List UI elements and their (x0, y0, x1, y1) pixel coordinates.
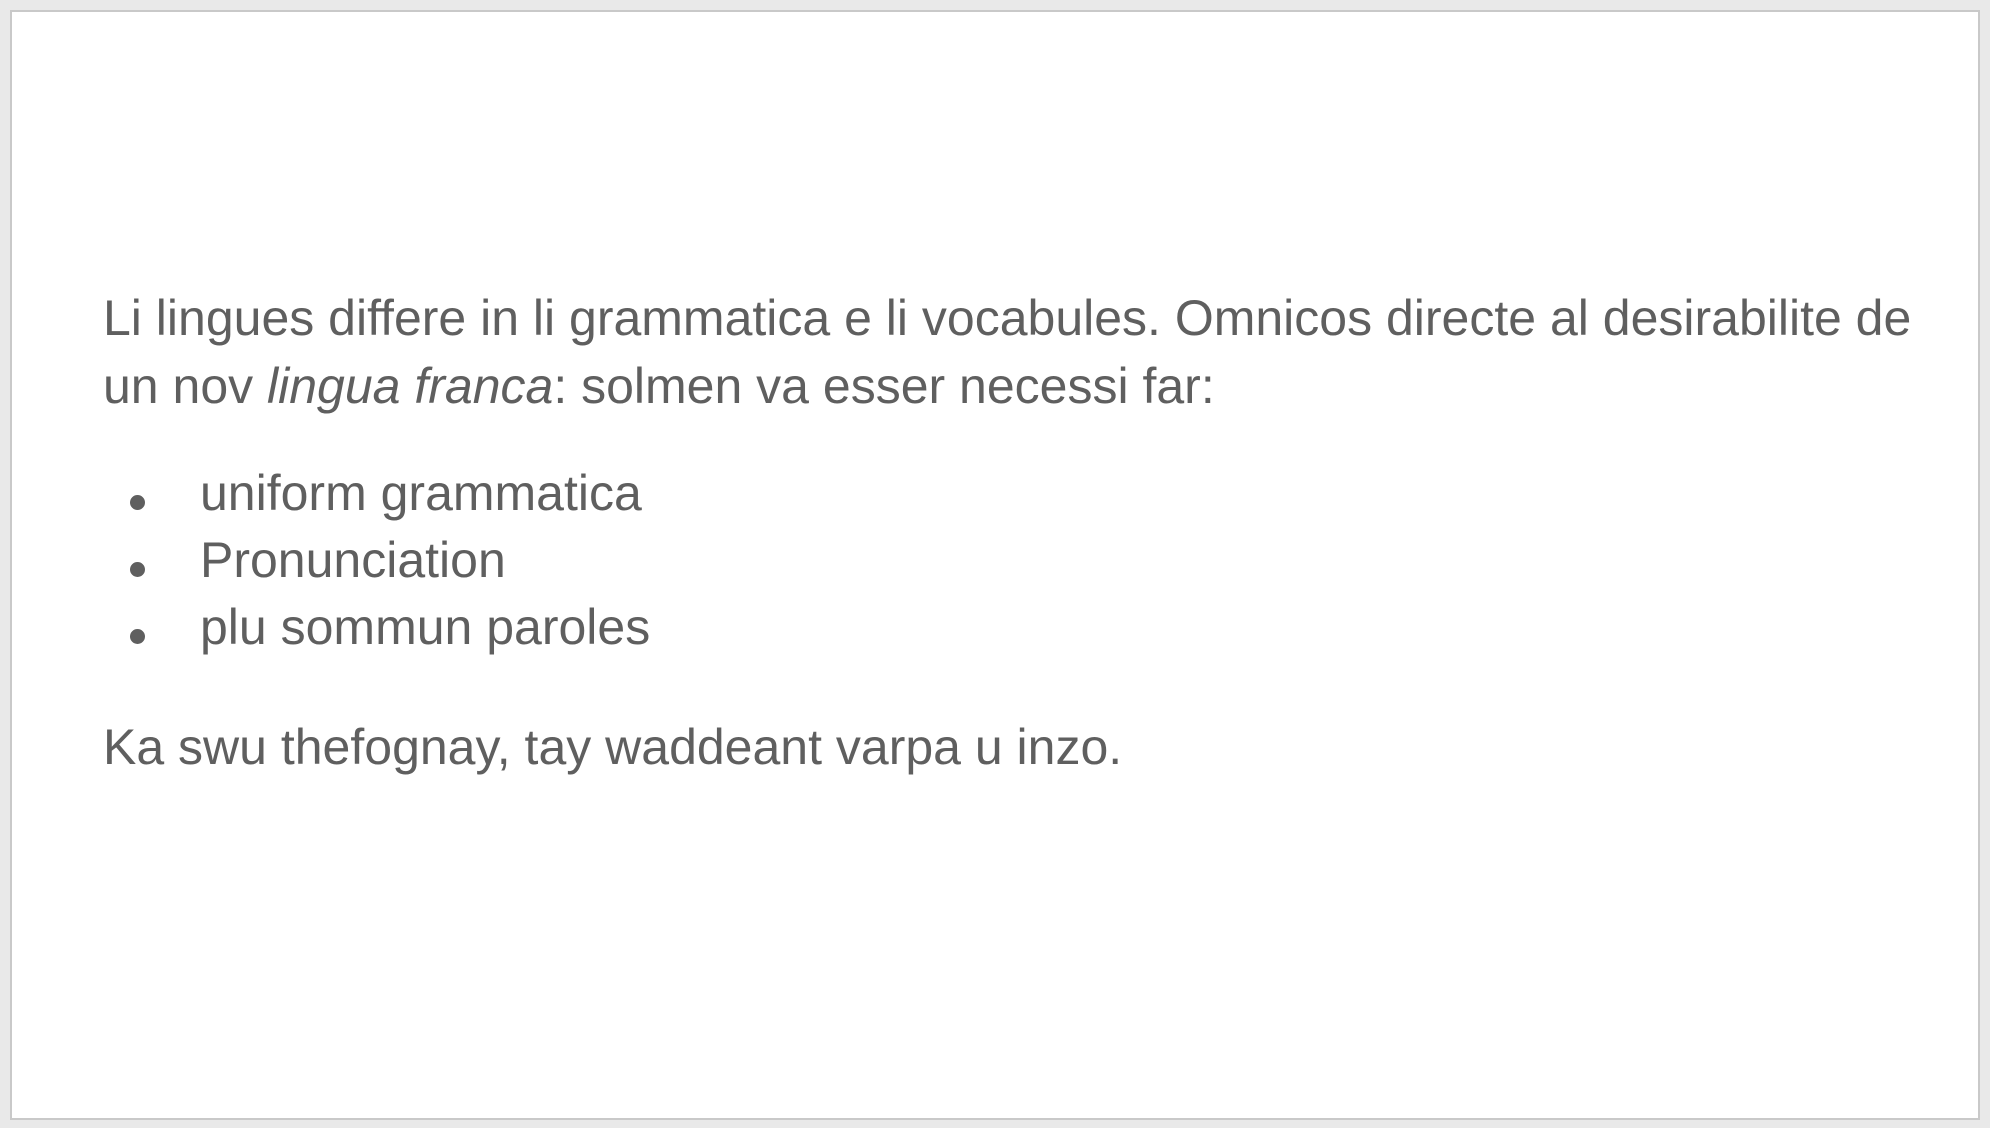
bullet-list (103, 460, 1943, 661)
intro-paragraph (103, 284, 1943, 420)
intro-text-before-italic: Li lingues differe in li grammatica e li vocabules. Omnicos directe al desirabilite de un nov (103, 290, 1912, 414)
bullet-label: Pronunciation (200, 532, 506, 588)
slide-canvas[interactable] (10, 10, 1980, 1120)
slide-text-block (103, 284, 1943, 781)
bullet-dot-icon (130, 629, 145, 644)
bullet-dot-icon (130, 495, 145, 510)
bullet-label: uniform grammatica (200, 465, 642, 521)
lingua-franca-italic-text: lingua franca (267, 358, 554, 414)
intro-text-after-italic: : solmen va esser necessi far: (553, 358, 1215, 414)
list-item (103, 594, 1943, 661)
list-item (103, 527, 1943, 594)
list-item (103, 460, 1943, 527)
bullet-label: plu sommun paroles (200, 599, 651, 655)
closing-paragraph: Ka swu thefognay, tay waddeant varpa u inzo. (103, 719, 1123, 775)
bullet-dot-icon (130, 562, 145, 577)
